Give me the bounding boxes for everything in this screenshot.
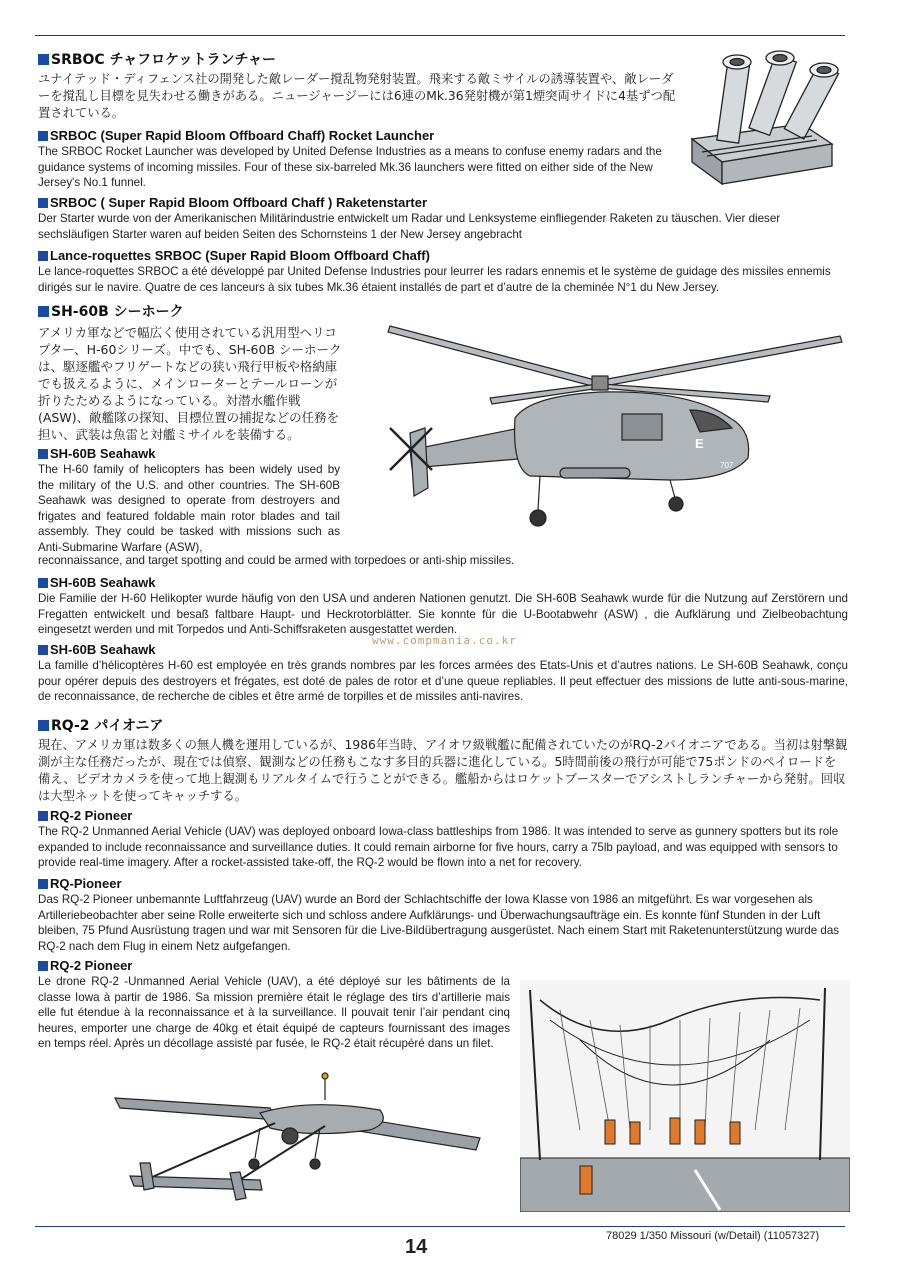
rq2-fr-title: RQ-2 Pioneer bbox=[38, 958, 510, 974]
srboc-fr-text: Le lance-roquettes SRBOC a été développé par United Defense Industries pour leurrer les radars ennemis et le système de guidage des missiles ennemis dirigés sur le navire. Quatre de ces lanceurs à six tubes Mk.36 étaient installés de part et d’autre de la cheminée N°1 du New Jersey. bbox=[38, 265, 831, 294]
bullet-square-icon bbox=[38, 449, 48, 459]
rq2-en-section bbox=[38, 808, 848, 871]
bullet-square-icon bbox=[38, 645, 48, 655]
sh60-en-continued bbox=[38, 553, 598, 569]
srboc-jp-text: ユナイテッド・ディフェンス社の開発した敵レーダー撹乱物発射装置。飛来する敵ミサイルの誘導装置や、敵レーダーを撹乱し目標を見失わせる働きがある。ニュージャージーには6連のMk.36発射機が第1煙突両サイドに4基ずつ配置されている。 bbox=[38, 72, 676, 120]
sh60-jp-title: SH-60B シーホーク bbox=[38, 303, 346, 321]
bullet-square-icon bbox=[38, 131, 48, 141]
rq2-de-title: RQ-Pioneer bbox=[38, 876, 848, 892]
sh60-fr-title: SH-60B Seahawk bbox=[38, 642, 848, 658]
srboc-fr-section bbox=[38, 248, 848, 295]
sh60-en-title: SH-60B Seahawk bbox=[38, 446, 340, 462]
bullet-square-icon bbox=[38, 578, 48, 588]
srboc-de-text: Der Starter wurde von der Amerikanischen Militärindustrie entwickelt um Radar und Lenksysteme einfliegender Raketen zu täuschen. Vier dieser sechsläufigen Starter waren auf beiden Seiten des Schornsteins 1 der New Jersey angebracht bbox=[38, 212, 781, 241]
rq2-en-title: RQ-2 Pioneer bbox=[38, 808, 848, 824]
bullet-square-icon bbox=[38, 811, 48, 821]
bullet-square-icon bbox=[38, 961, 48, 971]
top-rule bbox=[35, 35, 845, 36]
rq2-drone-illustration bbox=[110, 1068, 490, 1223]
rq2-en-text: The RQ-2 Unmanned Aerial Vehicle (UAV) was deployed onboard Iowa-class battleships from 1986. It was intended to serve as gunnery spotters but its role expanded to include reconnaissance and surveillance duties. It could remain airborne for five hours, carry a 75lb payload, and was equipped with sensors to provide real-time imagery. After a rocket-assisted take-off, the RQ-2 would be flown into a net for recovery. bbox=[38, 825, 839, 869]
srboc-en-section bbox=[38, 128, 663, 191]
srboc-en-text: The SRBOC Rocket Launcher was developed by United Defense Industries as a means to confuse enemy radars and the guidance systems of incoming missiles. Four of these six-barreled Mk.36 launchers were fitted on either side of the New Jersey's No.1 funnel. bbox=[38, 145, 662, 189]
bullet-square-icon bbox=[38, 720, 49, 731]
heli-side-code: E bbox=[695, 436, 704, 451]
sh60-de-title: SH-60B Seahawk bbox=[38, 575, 848, 591]
srboc-de-section bbox=[38, 195, 848, 242]
srboc-de-title: SRBOC ( Super Rapid Bloom Offboard Chaff ) Raketenstarter bbox=[38, 195, 848, 211]
sh60-en-section bbox=[38, 446, 340, 555]
rq2-fr-text: Le drone RQ-2 -Unmanned Aerial Vehicle (UAV), a été déployé sur les bâtiments de la classe Iowa à partir de 1986. Sa mission première était le réglage des tirs d’artillerie mais elle fut étendue à la reconnaissance et à la surveillance. Il pouvait tenir l’air pendant cinq heures, emporter une charge de 40kg et était équipé de capteurs fournissant des images en temps réel. Après un décollage assisté par fusée, le RQ-2 était récupéré dans un filet. bbox=[38, 975, 510, 1050]
sh60-fr-section bbox=[38, 642, 848, 705]
bullet-square-icon bbox=[38, 198, 48, 208]
product-code: 78029 1/350 Missouri (w/Detail) (11057327) bbox=[606, 1230, 820, 1242]
srboc-launcher-illustration bbox=[682, 44, 850, 192]
srboc-jp-section bbox=[38, 51, 678, 122]
bullet-square-icon bbox=[38, 879, 48, 889]
watermark: www.compmania.co.kr bbox=[372, 634, 517, 647]
rq2-jp-title: RQ-2 パイオニア bbox=[38, 717, 848, 735]
rq2-jp-section bbox=[38, 717, 848, 805]
bottom-rule bbox=[35, 1226, 845, 1227]
sh60-en-text-b: reconnaissance, and target spotting and could be armed with torpedoes or anti-ship missiles. bbox=[38, 554, 515, 567]
bullet-square-icon bbox=[38, 54, 49, 65]
heli-side-number: 707 bbox=[720, 461, 734, 470]
sh60-helicopter-illustration bbox=[370, 318, 850, 536]
page-number: 14 bbox=[405, 1236, 428, 1258]
srboc-en-title: SRBOC (Super Rapid Bloom Offboard Chaff) Rocket Launcher bbox=[38, 128, 663, 144]
srboc-jp-title: SRBOC チャフロケットランチャー bbox=[38, 51, 678, 69]
rq2-de-text: Das RQ-2 Pioneer unbemannte Luftfahrzeug (UAV) wurde an Bord der Schlachtschiffe der Iowa Klasse von 1986 an mitgeführt. Es war vorgesehen als Artilleriebeobachter aber seine Rolle erweiterte sich und schloss andere Aufklärungs- und Überwachungsaufträge ein. Es konnte fünf Stunden in der Luft bleiben, 75 Pfund Ausrüstung tragen und war mit Sensoren für die Live-Bildübertragung ausgerüstet. Nach einem Start mit Raketenunterstützung wurde das RQ-2 nach dem Flug in einem Netz aufgefangen. bbox=[38, 893, 840, 953]
sh60-de-text: Die Familie der H-60 Helikopter wurde häufig von den USA und anderen Nationen genutzt. Die SH-60B Seahawk wurde für die Nutzung auf Zerstörern und Fregatten entwickelt und besaß faltbare Haupt- und Heckrotorblätter. Sie konnte für die U-Bootabwehr (ASW) , die Aufklärung und Zielbeobachtung eingesetzt werden und mit Torpedos und Anti-Schiffsraketen ausgestattet werden. bbox=[38, 592, 848, 636]
sh60-jp-section bbox=[38, 303, 346, 443]
recovery-net-illustration bbox=[520, 980, 850, 1212]
sh60-en-text-a: The H-60 family of helicopters has been widely used by the military of the U.S. and other countries. The SH-60B Seahawk was designed to operate from destroyers and frigates and featured foldable main rotor blades and tail assembly. They could be tasked with missions such as Anti-Submarine Warfare (ASW), bbox=[38, 463, 340, 554]
sh60-de-section bbox=[38, 575, 848, 638]
srboc-fr-title: Lance-roquettes SRBOC (Super Rapid Bloom Offboard Chaff) bbox=[38, 248, 848, 264]
sh60-jp-text: アメリカ軍などで幅広く使用されている汎用型ヘリコプター、H-60シリーズ。中でも、SH-60B シーホークは、駆逐艦やフリゲートなどの狭い飛行甲板や格納庫でも扱えるように、メインローターとテールローンが折りたためるようになっている。対潜水艦作戦(ASW)、敵艦隊の探知、目標位置の捕捉などの任務を担い、武装は魚雷と対艦ミサイルを装備する。 bbox=[38, 325, 342, 442]
rq2-fr-section bbox=[38, 958, 510, 1052]
bullet-square-icon bbox=[38, 306, 49, 317]
bullet-square-icon bbox=[38, 251, 48, 261]
rq2-de-section bbox=[38, 876, 848, 954]
rq2-jp-text: 現在、アメリカ軍は数多くの無人機を運用しているが、1986年当時、アイオワ級戦艦に配備されていたのがRQ-2パイオニアである。当初は射撃観測が主な任務だったが、現在では偵察、観測などの任務もこなす多目的兵器に進化している。5時間前後の飛行が可能で75ポンドのペイロードを備え、ビデオカメラを使って地上観測もリアルタイムで行うことができる。艦船からはロケットブースターでアシストしランチャーから発射。回収は大型ネットを使ってキャッチする。 bbox=[38, 738, 848, 803]
sh60-fr-text: La famille d’hélicoptères H-60 est employée en très grands nombres par les forces armées des Etats-Unis et d’autres nations. Le SH-60B Seahawk, conçu pour opérer depuis des destroyers et frégates, est doté de pales de rotor et d’une queue repliables. Il peut effectuer des missions de lutte anti-sous-marine, de reconnaissance, de recherche de cibles et être armé de torpilles et de missiles anti-navires. bbox=[38, 659, 848, 703]
